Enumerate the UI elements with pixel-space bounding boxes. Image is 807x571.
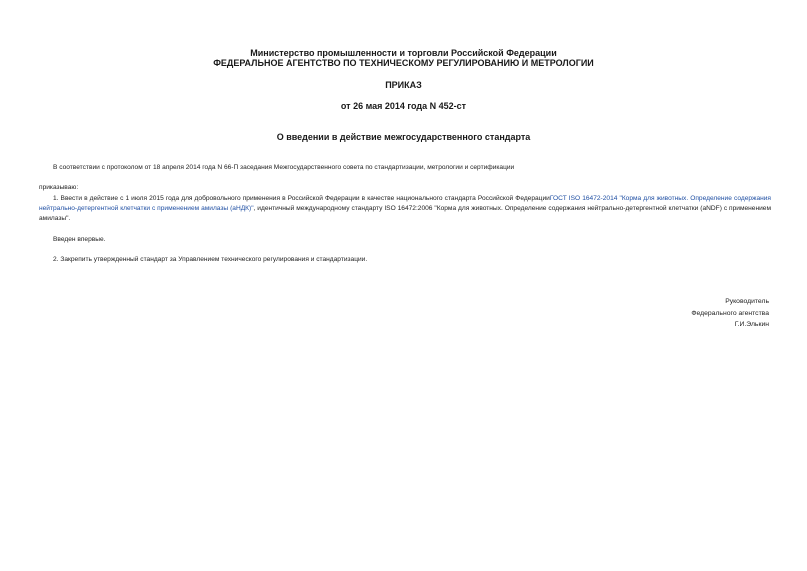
signature-block: [691, 296, 769, 331]
item-2-paragraph: 2. Закрепить утвержденный стандарт за Управлением технического регулирования и стандартизации.: [53, 256, 368, 263]
signature-position: Руководитель: [725, 298, 769, 305]
item-1-paragraph: [39, 194, 771, 224]
order-word: приказываю:: [39, 184, 79, 191]
item-1-tail: , идентичный международному стандарту ISO 16472:2006 "Корма для животных. Определение содержания нейтрально-детергентной клетчатки (aNDF) с применением амилазы".: [39, 205, 771, 222]
agency-name: ФЕДЕРАЛЬНОЕ АГЕНТСТВО ПО ТЕХНИЧЕСКОМУ РЕГУЛИРОВАНИЮ И МЕТРОЛОГИИ: [213, 58, 594, 68]
standard-link[interactable]: ГОСТ ISO 16472-2014 "Корма для животных. Определение содержания нейтрально-детергентной клетчатки с применением амилазы (aНДК)": [39, 195, 772, 212]
item-1-lead: 1. Ввести в действие с 1 июля 2015 года для добровольного применения в Российской Федерации в качестве национального стандарта Российской Федерации: [53, 195, 550, 202]
signature-organization: Федерального агентства: [691, 309, 769, 317]
first-time-note: Введен впервые.: [53, 236, 106, 243]
basis-paragraph: В соответствии с протоколом от 18 апреля 2014 года N 66-П заседания Межгосударственного совета по стандартизации, метрологии и сертификации: [53, 164, 515, 171]
document-type: ПРИКАЗ: [385, 80, 422, 90]
signature-name: Г.И.Элькин: [734, 321, 769, 328]
document-title: О введении в действие межгосударственного стандарта: [276, 132, 531, 142]
ministry-name: Министерство промышленности и торговли Российской Федерации: [250, 48, 557, 58]
document-date: от 26 мая 2014 года N 452-ст: [340, 101, 467, 111]
